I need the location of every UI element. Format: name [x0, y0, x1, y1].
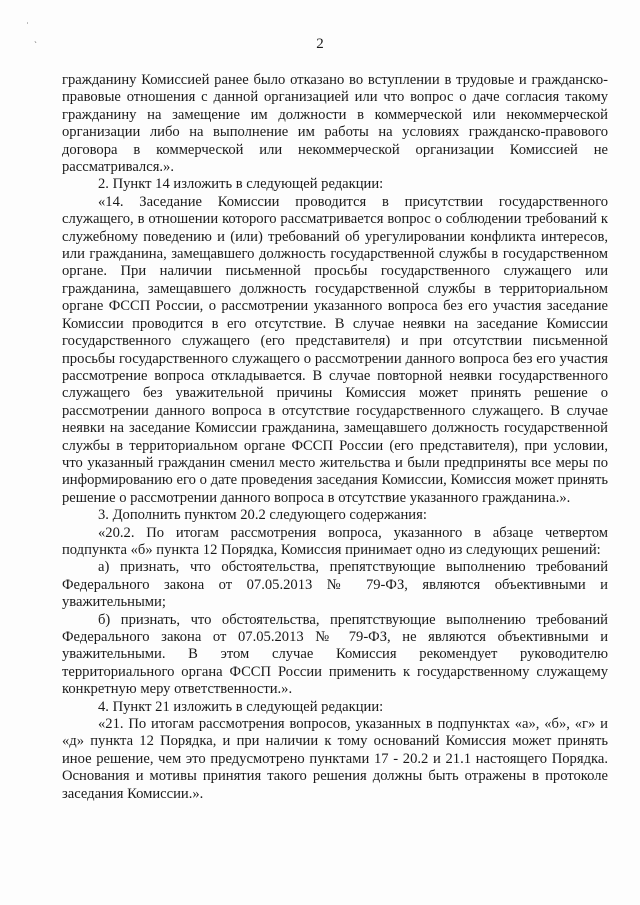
paragraph-item-3: 3. Дополнить пунктом 20.2 следующего содержания:	[98, 507, 427, 524]
paragraph-clause-21: «21. По итогам рассмотрения вопросов, указанных в подпунктах «а», «б», «г» и «д» пункта 12 Порядка, и при наличии к тому оснований Комиссия может принять иное решение, чем это предусмотрено пунктами 17 - 20.2 и 21.1 настоящего Порядка. Основания и мотивы принятия такого решения должны быть отражены в протоколе заседания Комиссии.».	[62, 716, 608, 802]
paragraph-clause-20-2: «20.2. По итогам рассмотрения вопроса, указанного в абзаце четвертом подпункта «б» пункта 12 Порядка, Комиссия принимает одно из следующих решений:	[62, 524, 608, 558]
paragraph-item-4: 4. Пункт 21 изложить в следующей редакции:	[98, 698, 384, 715]
paragraph-subitem-a: а) признать, что обстоятельства, препятствующие выполнению требований Федерального закона от 07.05.2013 № 79-ФЗ, являются объективными и уважительными;	[62, 559, 608, 611]
paragraph-clause-14: «14. Заседание Комиссии проводится в присутствии государственного служащего, в отношении которого рассматривается вопрос о соблюдении требований к служебному поведению и (или) требований об урегулировании конфликта интересов, или гражданина, замещавшего должность государственной службы в государственном органе. При наличии письменной просьбы государственного служащего или гражданина, замещавшего должность государственной службы в территориальном органе ФССП России, о рассмотрении указанного вопроса без его участия заседание Комиссии проводится в его отсутствие. В случае неявки на заседание Комиссии государственного служащего (его представителя) и при отсутствии письменной просьбы государственного служащего о рассмотрении данного вопроса без его участия рассмотрение вопроса откладывается. В случае повторной неявки государственного служащего без уважительной причины Комиссия может принять решение о рассмотрении данного вопроса в отсутствие государственного служащего. В случае неявки на заседание Комиссии гражданина, замещавшего должность государственной службы в территориальном органе ФССП России (его представителя), при условии, что указанный гражданин сменил место жительства и были предприняты все меры по информированию его о дате проведения заседания Комиссии, Комиссия может принять решение о рассмотрении данного вопроса в отсутствие указанного гражданина.».	[62, 193, 608, 506]
page-number: 2	[316, 36, 324, 52]
paragraph-item-2: 2. Пункт 14 изложить в следующей редакции:	[98, 176, 384, 193]
scan-mark: ˏ	[34, 33, 37, 43]
paragraph-continuation: гражданину Комиссией ранее было отказано во вступлении в трудовые и гражданско-правовые отношения с данной организацией или что вопрос о даче согласия такому гражданину на замещение им должности в коммерческой или некоммерческой организации либо на выполнение им работы на условиях гражданско-правового договора в коммерческой или некоммерческой организации Комиссией не рассматривался.».	[62, 72, 608, 176]
document-body	[62, 72, 608, 803]
scan-mark: ˙	[26, 21, 29, 31]
paragraph-subitem-b: б) признать, что обстоятельства, препятствующие выполнению требований Федерального закона от 07.05.2013 № 79-ФЗ, не являются объективными и уважительными. В этом случае Комиссия рекомендует руководителю территориального органа ФССП России применить к государственному служащему конкретную меру ответственности.».	[62, 611, 608, 698]
